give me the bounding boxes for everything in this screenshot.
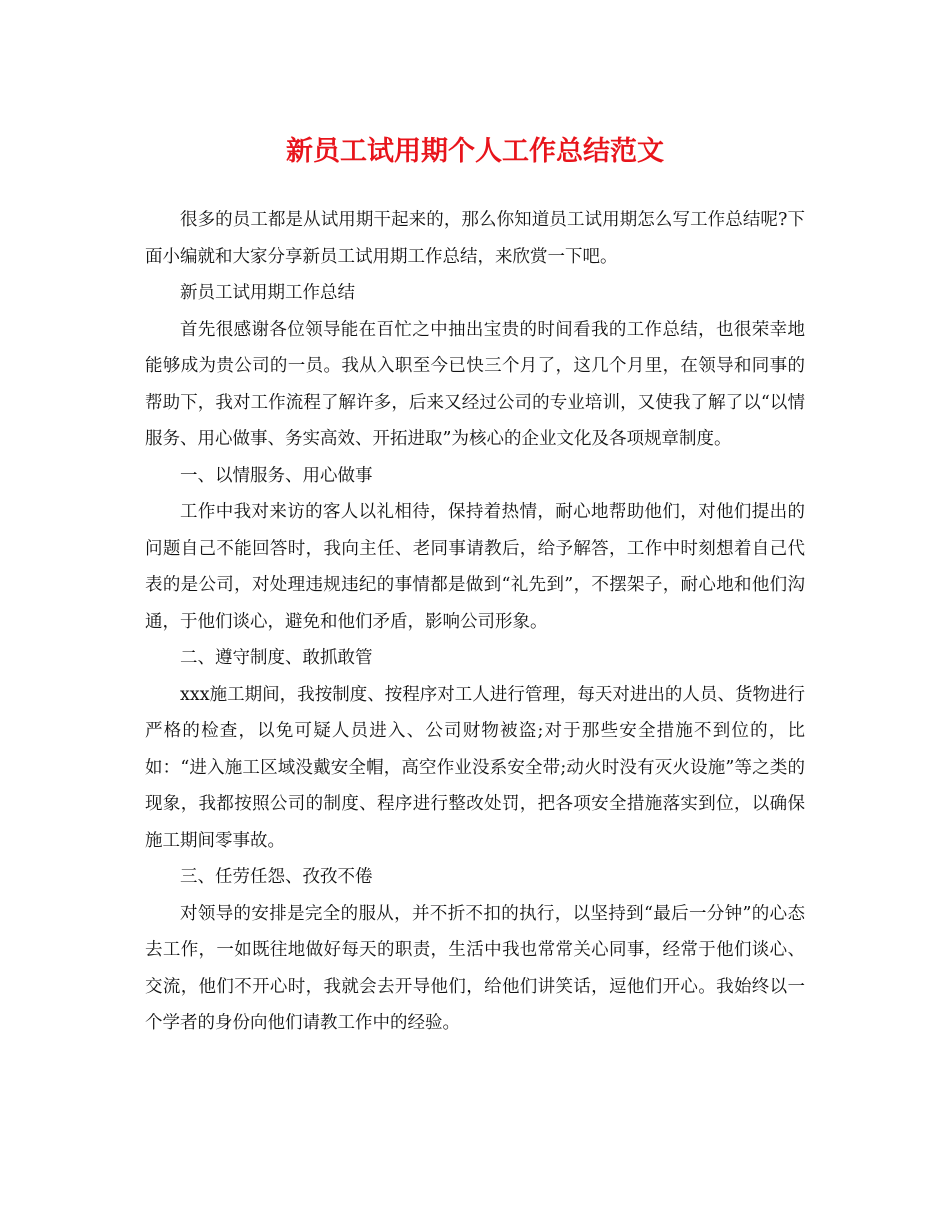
- body-paragraph: 对领导的安排是完全的服从，并不折不扣的执行，以坚持到“最后一分钟”的心态去工作，一如既往地做好每天的职责，生活中我也常常关心同事，经常于他们谈心、交流，他们不开心时，我就会去开导他们，给他们讲笑话，逗他们开心。我始终以一个学者的身份向他们请教工作中的经验。: [145, 903, 805, 1033]
- section-heading-summary: 新员工试用期工作总结: [180, 283, 355, 303]
- body-paragraph: 首先很感谢各位领导能在百忙之中抽出宝贵的时间看我的工作总结，也很荣幸地能够成为贵公司的一员。我从入职至今已快三个月了，这几个月里，在领导和同事的帮助下，我对工作流程了解许多，后来又经过公司的专业培训，又使我了解了以“以情服务、用心做事、务实高效、开拓进取”为核心的企业文化及各项规章制度。: [145, 319, 805, 449]
- document-title: 新员工试用期个人工作总结范文: [286, 136, 664, 167]
- body-paragraph: xxx施工期间，我按制度、按程序对工人进行管理，每天对进出的人员、货物进行严格的检查，以免可疑人员进入、公司财物被盗;对于那些安全措施不到位的，比如：“进入施工区域没戴安全帽，高空作业没系安全带;动火时没有灭火设施”等之类的现象，我都按照公司的制度、程序进行整改处罚，把各项安全措施落实到位，以确保施工期间零事故。: [145, 684, 805, 851]
- section-heading-3: 三、任劳任怨、孜孜不倦: [180, 867, 373, 887]
- section-heading-1: 一、以情服务、用心做事: [180, 465, 373, 486]
- body-paragraph: 工作中我对来访的客人以礼相待，保持着热情，耐心地帮助他们，对他们提出的问题自己不能回答时，我向主任、老同事请教后，给予解答，工作中时刻想着自己代表的是公司，对处理违规违纪的事情都是做到“礼先到”，不摆架子，耐心地和他们沟通，于他们谈心，避免和他们矛盾，影响公司形象。: [145, 502, 805, 632]
- intro-paragraph: 很多的员工都是从试用期干起来的，那么你知道员工试用期怎么写工作总结呢?下面小编就和大家分享新员工试用期工作总结，来欣赏一下吧。: [145, 210, 805, 267]
- document-body: [145, 202, 805, 1042]
- section-heading-2: 二、遵守制度、敢抓敢管: [180, 648, 373, 668]
